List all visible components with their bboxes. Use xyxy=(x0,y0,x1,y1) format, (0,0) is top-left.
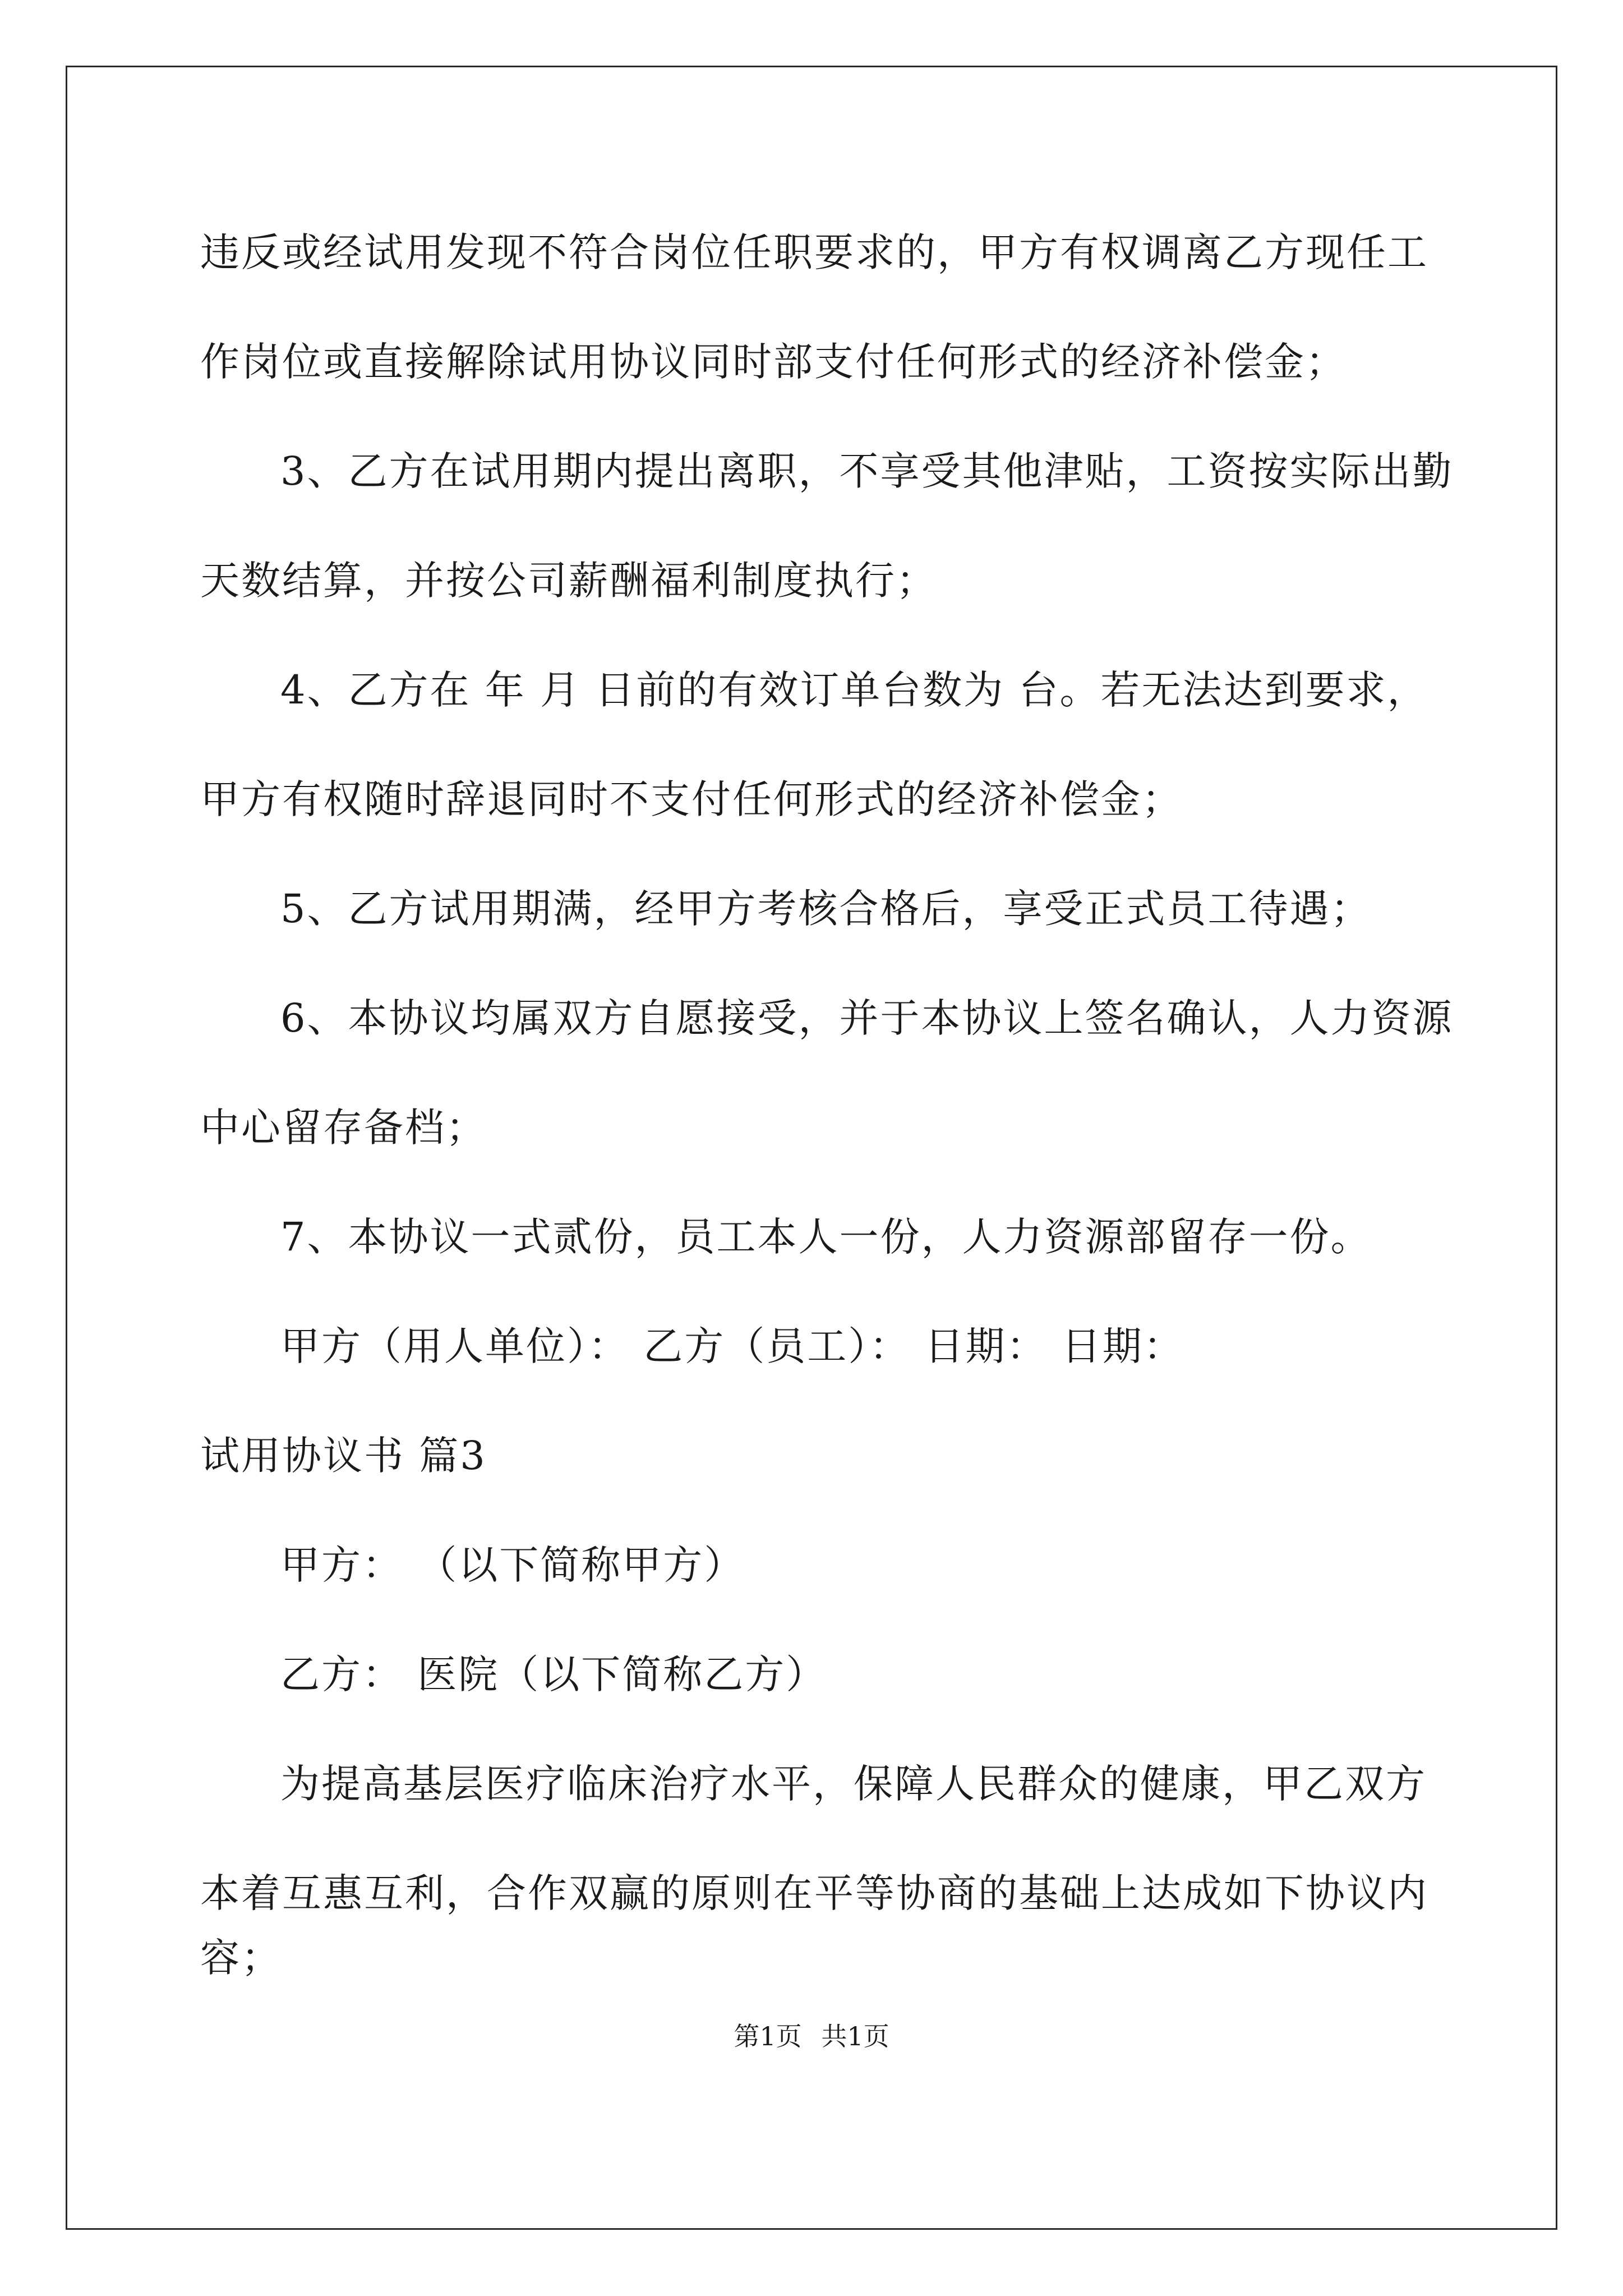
section-heading: 试用协议书 篇3 xyxy=(200,1433,487,1479)
page-footer xyxy=(0,2019,1623,2053)
body-line-10: 7、本协议一式贰份，员工本人一份，人力资源部留存一份。 xyxy=(280,1214,1372,1260)
party-a-line: 甲方： （以下简称甲方） xyxy=(280,1542,745,1588)
body-line-3: 3、乙方在试用期内提出离职，不享受其他津贴，工资按实际出勤 xyxy=(280,448,1454,494)
body-line-4: 天数结算，并按公司薪酬福利制度执行； xyxy=(200,558,937,604)
body-line-6: 甲方有权随时辞退同时不支付任何形式的经济补偿金； xyxy=(200,776,1183,822)
body-line-15: 为提高基层医疗临床治疗水平，保障人民群众的健康，甲乙双方 xyxy=(280,1761,1427,1807)
party-b-line: 乙方： 医院（以下简称乙方） xyxy=(280,1651,827,1697)
body-line-17: 容； xyxy=(200,1935,282,1981)
body-line-8: 6、本协议均属双方自愿接受，并于本协议上签名确认，人力资源 xyxy=(280,995,1454,1041)
body-line-7: 5、乙方试用期满，经甲方考核合格后，享受正式员工待遇； xyxy=(280,886,1372,932)
body-line-9: 中心留存备档； xyxy=(200,1105,487,1151)
page-total: 共1页 xyxy=(821,2021,889,2051)
signature-line: 甲方（用人单位）： 乙方（员工）： 日期： 日期： xyxy=(280,1323,1184,1369)
body-line-5: 4、乙方在 年 月 日前的有效订单台数为 台。若无法达到要求， xyxy=(280,667,1428,713)
body-line-16: 本着互惠互利，合作双赢的原则在平等协商的基础上达成如下协议内 xyxy=(200,1870,1428,1916)
page-number: 第1页 xyxy=(734,2021,802,2051)
body-line-1: 违反或经试用发现不符合岗位任职要求的，甲方有权调离乙方现任工 xyxy=(200,229,1428,275)
body-line-2: 作岗位或直接解除试用协议同时部支付任何形式的经济补偿金； xyxy=(200,339,1347,385)
